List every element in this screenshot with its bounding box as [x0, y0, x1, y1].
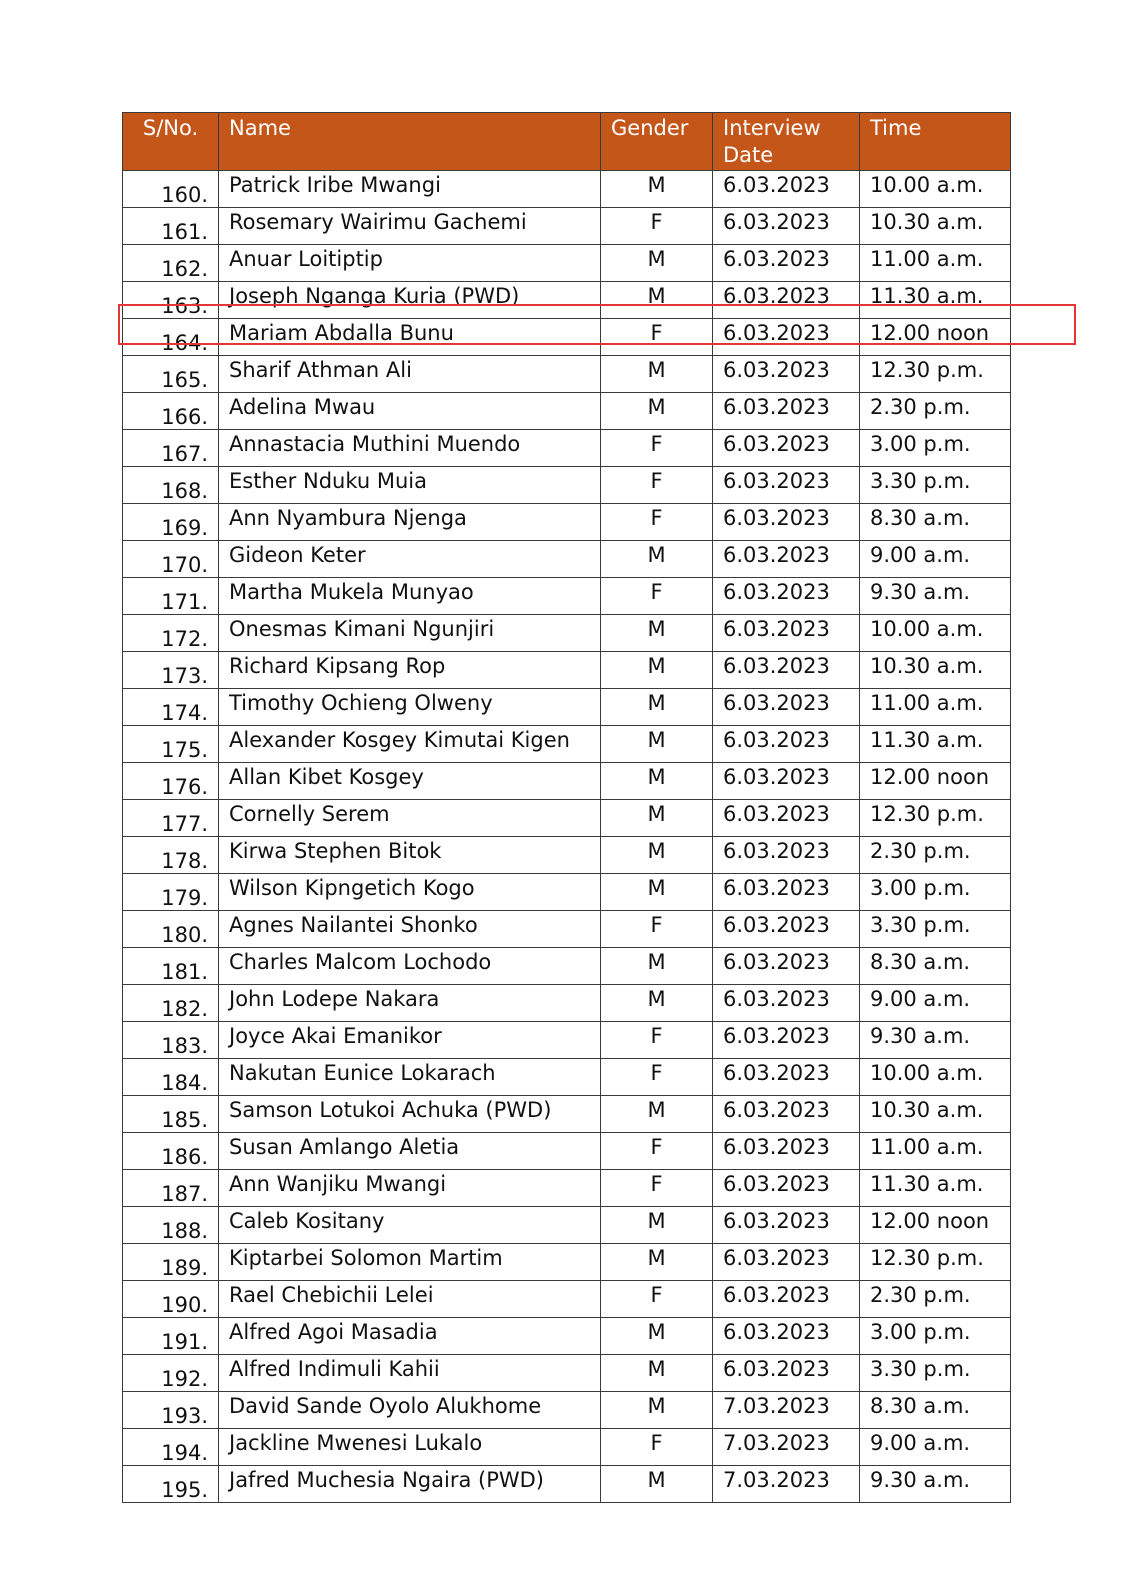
interview-date-cell: 6.03.2023 — [713, 652, 860, 689]
serial-number-cell: 189. — [123, 1244, 219, 1281]
time-cell: 12.00 noon — [860, 1207, 1011, 1244]
name-cell: Ann Wanjiku Mwangi — [219, 1170, 601, 1207]
serial-number-cell: 173. — [123, 652, 219, 689]
name-cell: David Sande Oyolo Alukhome — [219, 1392, 601, 1429]
table-row — [123, 245, 1011, 282]
table-row — [123, 1392, 1011, 1429]
gender-cell: F — [601, 430, 713, 467]
interview-date-cell: 6.03.2023 — [713, 245, 860, 282]
interview-date-cell: 6.03.2023 — [713, 800, 860, 837]
interview-date-cell: 6.03.2023 — [713, 1318, 860, 1355]
table-row — [123, 1244, 1011, 1281]
interview-date-cell: 6.03.2023 — [713, 911, 860, 948]
serial-number-cell: 160. — [123, 171, 219, 208]
time-cell: 12.00 noon — [860, 319, 1011, 356]
gender-cell: F — [601, 1133, 713, 1170]
table-row — [123, 1207, 1011, 1244]
interview-date-cell: 6.03.2023 — [713, 1355, 860, 1392]
gender-cell: M — [601, 800, 713, 837]
gender-cell: F — [601, 1170, 713, 1207]
interview-date-cell: 7.03.2023 — [713, 1392, 860, 1429]
name-cell: Jackline Mwenesi Lukalo — [219, 1429, 601, 1466]
table-body — [123, 171, 1011, 1503]
serial-number-cell: 169. — [123, 504, 219, 541]
name-cell: Caleb Kositany — [219, 1207, 601, 1244]
serial-number-cell: 193. — [123, 1392, 219, 1429]
gender-cell: M — [601, 726, 713, 763]
interview-date-cell: 6.03.2023 — [713, 689, 860, 726]
serial-number-cell: 179. — [123, 874, 219, 911]
name-cell: Alfred Agoi Masadia — [219, 1318, 601, 1355]
serial-number-cell: 168. — [123, 467, 219, 504]
interview-date-cell: 6.03.2023 — [713, 1133, 860, 1170]
time-cell: 9.00 a.m. — [860, 541, 1011, 578]
gender-cell: M — [601, 1318, 713, 1355]
table-row — [123, 874, 1011, 911]
gender-cell: F — [601, 504, 713, 541]
serial-number-cell: 180. — [123, 911, 219, 948]
table-row — [123, 726, 1011, 763]
serial-number-cell: 165. — [123, 356, 219, 393]
time-cell: 12.00 noon — [860, 763, 1011, 800]
interview-date-cell: 6.03.2023 — [713, 282, 860, 319]
table-row — [123, 1059, 1011, 1096]
gender-cell: M — [601, 541, 713, 578]
time-cell: 11.30 a.m. — [860, 1170, 1011, 1207]
name-cell: Timothy Ochieng Olweny — [219, 689, 601, 726]
gender-cell: F — [601, 467, 713, 504]
interview-date-cell: 6.03.2023 — [713, 1096, 860, 1133]
serial-number-cell: 174. — [123, 689, 219, 726]
serial-number-cell: 192. — [123, 1355, 219, 1392]
interview-date-cell: 6.03.2023 — [713, 393, 860, 430]
time-cell: 11.30 a.m. — [860, 282, 1011, 319]
interview-date-cell: 6.03.2023 — [713, 467, 860, 504]
header-time: Time — [860, 113, 1011, 171]
interview-date-cell: 6.03.2023 — [713, 1022, 860, 1059]
table-header — [123, 113, 1011, 171]
interview-date-cell: 6.03.2023 — [713, 578, 860, 615]
table-row — [123, 615, 1011, 652]
serial-number-cell: 161. — [123, 208, 219, 245]
serial-number-cell: 172. — [123, 615, 219, 652]
interview-date-cell: 6.03.2023 — [713, 319, 860, 356]
table-row — [123, 356, 1011, 393]
gender-cell: M — [601, 837, 713, 874]
table-row — [123, 1281, 1011, 1318]
time-cell: 12.30 p.m. — [860, 356, 1011, 393]
gender-cell: M — [601, 763, 713, 800]
interview-date-cell: 6.03.2023 — [713, 837, 860, 874]
name-cell: Sharif Athman Ali — [219, 356, 601, 393]
name-cell: Wilson Kipngetich Kogo — [219, 874, 601, 911]
time-cell: 9.30 a.m. — [860, 578, 1011, 615]
table-row — [123, 652, 1011, 689]
time-cell: 10.00 a.m. — [860, 1059, 1011, 1096]
time-cell: 11.30 a.m. — [860, 726, 1011, 763]
name-cell: Samson Lotukoi Achuka (PWD) — [219, 1096, 601, 1133]
serial-number-cell: 178. — [123, 837, 219, 874]
time-cell: 3.30 p.m. — [860, 911, 1011, 948]
table-row — [123, 208, 1011, 245]
name-cell: Ann Nyambura Njenga — [219, 504, 601, 541]
gender-cell: M — [601, 1466, 713, 1503]
interview-date-cell: 6.03.2023 — [713, 1170, 860, 1207]
serial-number-cell: 163. — [123, 282, 219, 319]
gender-cell: F — [601, 208, 713, 245]
table-row — [123, 763, 1011, 800]
time-cell: 3.30 p.m. — [860, 467, 1011, 504]
name-cell: Martha Mukela Munyao — [219, 578, 601, 615]
table-row — [123, 948, 1011, 985]
name-cell: Cornelly Serem — [219, 800, 601, 837]
table-row — [123, 541, 1011, 578]
time-cell: 9.00 a.m. — [860, 985, 1011, 1022]
time-cell: 2.30 p.m. — [860, 1281, 1011, 1318]
gender-cell: M — [601, 985, 713, 1022]
interview-date-cell: 6.03.2023 — [713, 171, 860, 208]
serial-number-cell: 186. — [123, 1133, 219, 1170]
time-cell: 10.30 a.m. — [860, 208, 1011, 245]
serial-number-cell: 190. — [123, 1281, 219, 1318]
time-cell: 9.30 a.m. — [860, 1466, 1011, 1503]
interview-date-cell: 6.03.2023 — [713, 763, 860, 800]
time-cell: 8.30 a.m. — [860, 948, 1011, 985]
table-row — [123, 1133, 1011, 1170]
interview-date-cell: 6.03.2023 — [713, 1207, 860, 1244]
time-cell: 3.30 p.m. — [860, 1355, 1011, 1392]
serial-number-cell: 183. — [123, 1022, 219, 1059]
interview-date-cell: 6.03.2023 — [713, 948, 860, 985]
table-row — [123, 985, 1011, 1022]
gender-cell: F — [601, 1059, 713, 1096]
name-cell: Joyce Akai Emanikor — [219, 1022, 601, 1059]
interview-date-cell: 6.03.2023 — [713, 985, 860, 1022]
gender-cell: F — [601, 1281, 713, 1318]
table-row — [123, 430, 1011, 467]
name-cell: Annastacia Muthini Muendo — [219, 430, 601, 467]
time-cell: 11.00 a.m. — [860, 689, 1011, 726]
serial-number-cell: 167. — [123, 430, 219, 467]
serial-number-cell: 162. — [123, 245, 219, 282]
name-cell: Kiptarbei Solomon Martim — [219, 1244, 601, 1281]
serial-number-cell: 164. — [123, 319, 219, 356]
time-cell: 12.30 p.m. — [860, 1244, 1011, 1281]
name-cell: Agnes Nailantei Shonko — [219, 911, 601, 948]
gender-cell: M — [601, 1355, 713, 1392]
time-cell: 3.00 p.m. — [860, 874, 1011, 911]
name-cell: Esther Nduku Muia — [219, 467, 601, 504]
interview-date-cell: 6.03.2023 — [713, 430, 860, 467]
time-cell: 2.30 p.m. — [860, 837, 1011, 874]
serial-number-cell: 182. — [123, 985, 219, 1022]
table-row — [123, 1096, 1011, 1133]
gender-cell: M — [601, 282, 713, 319]
interview-date-cell: 6.03.2023 — [713, 504, 860, 541]
gender-cell: M — [601, 245, 713, 282]
interview-date-cell: 7.03.2023 — [713, 1429, 860, 1466]
serial-number-cell: 194. — [123, 1429, 219, 1466]
name-cell: Gideon Keter — [219, 541, 601, 578]
table-row — [123, 1466, 1011, 1503]
interview-date-cell: 6.03.2023 — [713, 208, 860, 245]
time-cell: 8.30 a.m. — [860, 1392, 1011, 1429]
name-cell: Charles Malcom Lochodo — [219, 948, 601, 985]
interview-date-cell: 6.03.2023 — [713, 541, 860, 578]
header-interview-date: Interview Date — [713, 113, 860, 171]
serial-number-cell: 195. — [123, 1466, 219, 1503]
name-cell: Mariam Abdalla Bunu — [219, 319, 601, 356]
table-row — [123, 1318, 1011, 1355]
interview-date-cell: 7.03.2023 — [713, 1466, 860, 1503]
header-row — [123, 113, 1011, 171]
table-row — [123, 504, 1011, 541]
serial-number-cell: 166. — [123, 393, 219, 430]
name-cell: Allan Kibet Kosgey — [219, 763, 601, 800]
interview-date-cell: 6.03.2023 — [713, 874, 860, 911]
time-cell: 3.00 p.m. — [860, 430, 1011, 467]
gender-cell: M — [601, 874, 713, 911]
gender-cell: F — [601, 319, 713, 356]
table-row — [123, 467, 1011, 504]
interview-date-cell: 6.03.2023 — [713, 726, 860, 763]
gender-cell: M — [601, 1244, 713, 1281]
gender-cell: F — [601, 578, 713, 615]
serial-number-cell: 175. — [123, 726, 219, 763]
table-row — [123, 1022, 1011, 1059]
time-cell: 2.30 p.m. — [860, 393, 1011, 430]
table-row — [123, 578, 1011, 615]
serial-number-cell: 184. — [123, 1059, 219, 1096]
table-row — [123, 911, 1011, 948]
gender-cell: M — [601, 171, 713, 208]
name-cell: Rosemary Wairimu Gachemi — [219, 208, 601, 245]
gender-cell: M — [601, 652, 713, 689]
name-cell: Richard Kipsang Rop — [219, 652, 601, 689]
time-cell: 11.00 a.m. — [860, 245, 1011, 282]
table-row — [123, 282, 1011, 319]
interview-date-cell: 6.03.2023 — [713, 1244, 860, 1281]
time-cell: 9.30 a.m. — [860, 1022, 1011, 1059]
serial-number-cell: 176. — [123, 763, 219, 800]
name-cell: Anuar Loitiptip — [219, 245, 601, 282]
gender-cell: M — [601, 615, 713, 652]
serial-number-cell: 187. — [123, 1170, 219, 1207]
interview-date-cell: 6.03.2023 — [713, 1281, 860, 1318]
gender-cell: F — [601, 1022, 713, 1059]
interview-date-cell: 6.03.2023 — [713, 615, 860, 652]
gender-cell: M — [601, 948, 713, 985]
header-serial-number: S/No. — [123, 113, 219, 171]
name-cell: Nakutan Eunice Lokarach — [219, 1059, 601, 1096]
name-cell: Rael Chebichii Lelei — [219, 1281, 601, 1318]
interview-schedule-table — [122, 112, 1011, 1503]
gender-cell: F — [601, 1429, 713, 1466]
gender-cell: M — [601, 1096, 713, 1133]
name-cell: Joseph Nganga Kuria (PWD) — [219, 282, 601, 319]
time-cell: 3.00 p.m. — [860, 1318, 1011, 1355]
gender-cell: M — [601, 356, 713, 393]
serial-number-cell: 170. — [123, 541, 219, 578]
name-cell: Patrick Iribe Mwangi — [219, 171, 601, 208]
serial-number-cell: 191. — [123, 1318, 219, 1355]
name-cell: John Lodepe Nakara — [219, 985, 601, 1022]
time-cell: 8.30 a.m. — [860, 504, 1011, 541]
serial-number-cell: 185. — [123, 1096, 219, 1133]
serial-number-cell: 181. — [123, 948, 219, 985]
time-cell: 12.30 p.m. — [860, 800, 1011, 837]
gender-cell: M — [601, 1392, 713, 1429]
header-gender: Gender — [601, 113, 713, 171]
name-cell: Jafred Muchesia Ngaira (PWD) — [219, 1466, 601, 1503]
table-row — [123, 171, 1011, 208]
name-cell: Susan Amlango Aletia — [219, 1133, 601, 1170]
gender-cell: M — [601, 689, 713, 726]
name-cell: Alexander Kosgey Kimutai Kigen — [219, 726, 601, 763]
table-row — [123, 1429, 1011, 1466]
interview-date-cell: 6.03.2023 — [713, 1059, 860, 1096]
time-cell: 10.30 a.m. — [860, 1096, 1011, 1133]
time-cell: 10.30 a.m. — [860, 652, 1011, 689]
time-cell: 11.00 a.m. — [860, 1133, 1011, 1170]
header-name: Name — [219, 113, 601, 171]
interview-date-cell: 6.03.2023 — [713, 356, 860, 393]
serial-number-cell: 177. — [123, 800, 219, 837]
serial-number-cell: 188. — [123, 1207, 219, 1244]
table-row — [123, 1170, 1011, 1207]
table-row — [123, 393, 1011, 430]
gender-cell: F — [601, 911, 713, 948]
time-cell: 10.00 a.m. — [860, 171, 1011, 208]
table-row — [123, 689, 1011, 726]
gender-cell: M — [601, 1207, 713, 1244]
name-cell: Adelina Mwau — [219, 393, 601, 430]
time-cell: 10.00 a.m. — [860, 615, 1011, 652]
table-row — [123, 1355, 1011, 1392]
table-row — [123, 800, 1011, 837]
name-cell: Onesmas Kimani Ngunjiri — [219, 615, 601, 652]
table-row-highlighted — [123, 319, 1011, 356]
name-cell: Kirwa Stephen Bitok — [219, 837, 601, 874]
serial-number-cell: 171. — [123, 578, 219, 615]
time-cell: 9.00 a.m. — [860, 1429, 1011, 1466]
table-row — [123, 837, 1011, 874]
gender-cell: M — [601, 393, 713, 430]
name-cell: Alfred Indimuli Kahii — [219, 1355, 601, 1392]
